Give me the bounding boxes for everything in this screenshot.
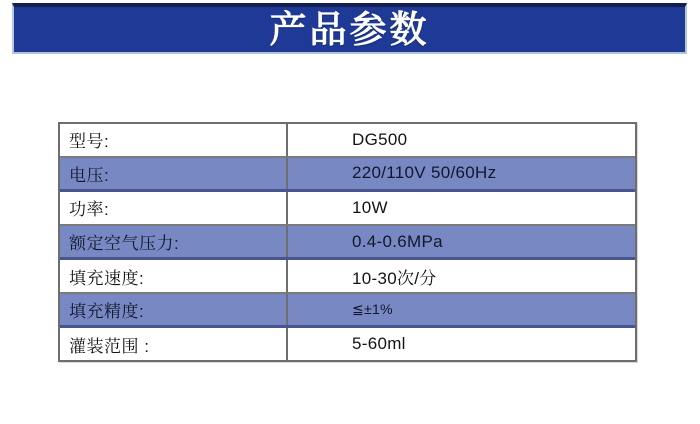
row-label: 额定空气压力: xyxy=(60,226,288,258)
row-value: 10-30次/分 xyxy=(352,268,437,288)
row-label: 型号: xyxy=(60,124,288,156)
table-row-filling-range xyxy=(60,328,635,360)
row-label: 灌装范围 : xyxy=(60,328,288,360)
row-label: 填充精度: xyxy=(60,294,288,326)
section-title: 产品参数 xyxy=(269,9,430,50)
table-row-filling-speed xyxy=(60,260,635,294)
section-header-banner xyxy=(12,3,687,54)
row-value: DG500 xyxy=(352,129,408,149)
row-value: 10W xyxy=(352,197,388,217)
table-row-model xyxy=(60,124,635,158)
row-value: 220/110V 50/60Hz xyxy=(352,163,497,183)
row-label: 填充速度: xyxy=(60,260,288,292)
table-row-power xyxy=(60,192,635,226)
row-value: 0.4-0.6MPa xyxy=(352,231,443,251)
row-label: 功率: xyxy=(60,192,288,224)
table-row-voltage xyxy=(60,158,635,193)
row-value: ≦±1% xyxy=(352,301,393,318)
table-row-filling-precision xyxy=(60,294,635,329)
row-label: 电压: xyxy=(60,158,288,190)
row-value: 5-60ml xyxy=(352,334,406,354)
product-spec-table xyxy=(58,122,637,362)
table-row-air-pressure xyxy=(60,226,635,261)
